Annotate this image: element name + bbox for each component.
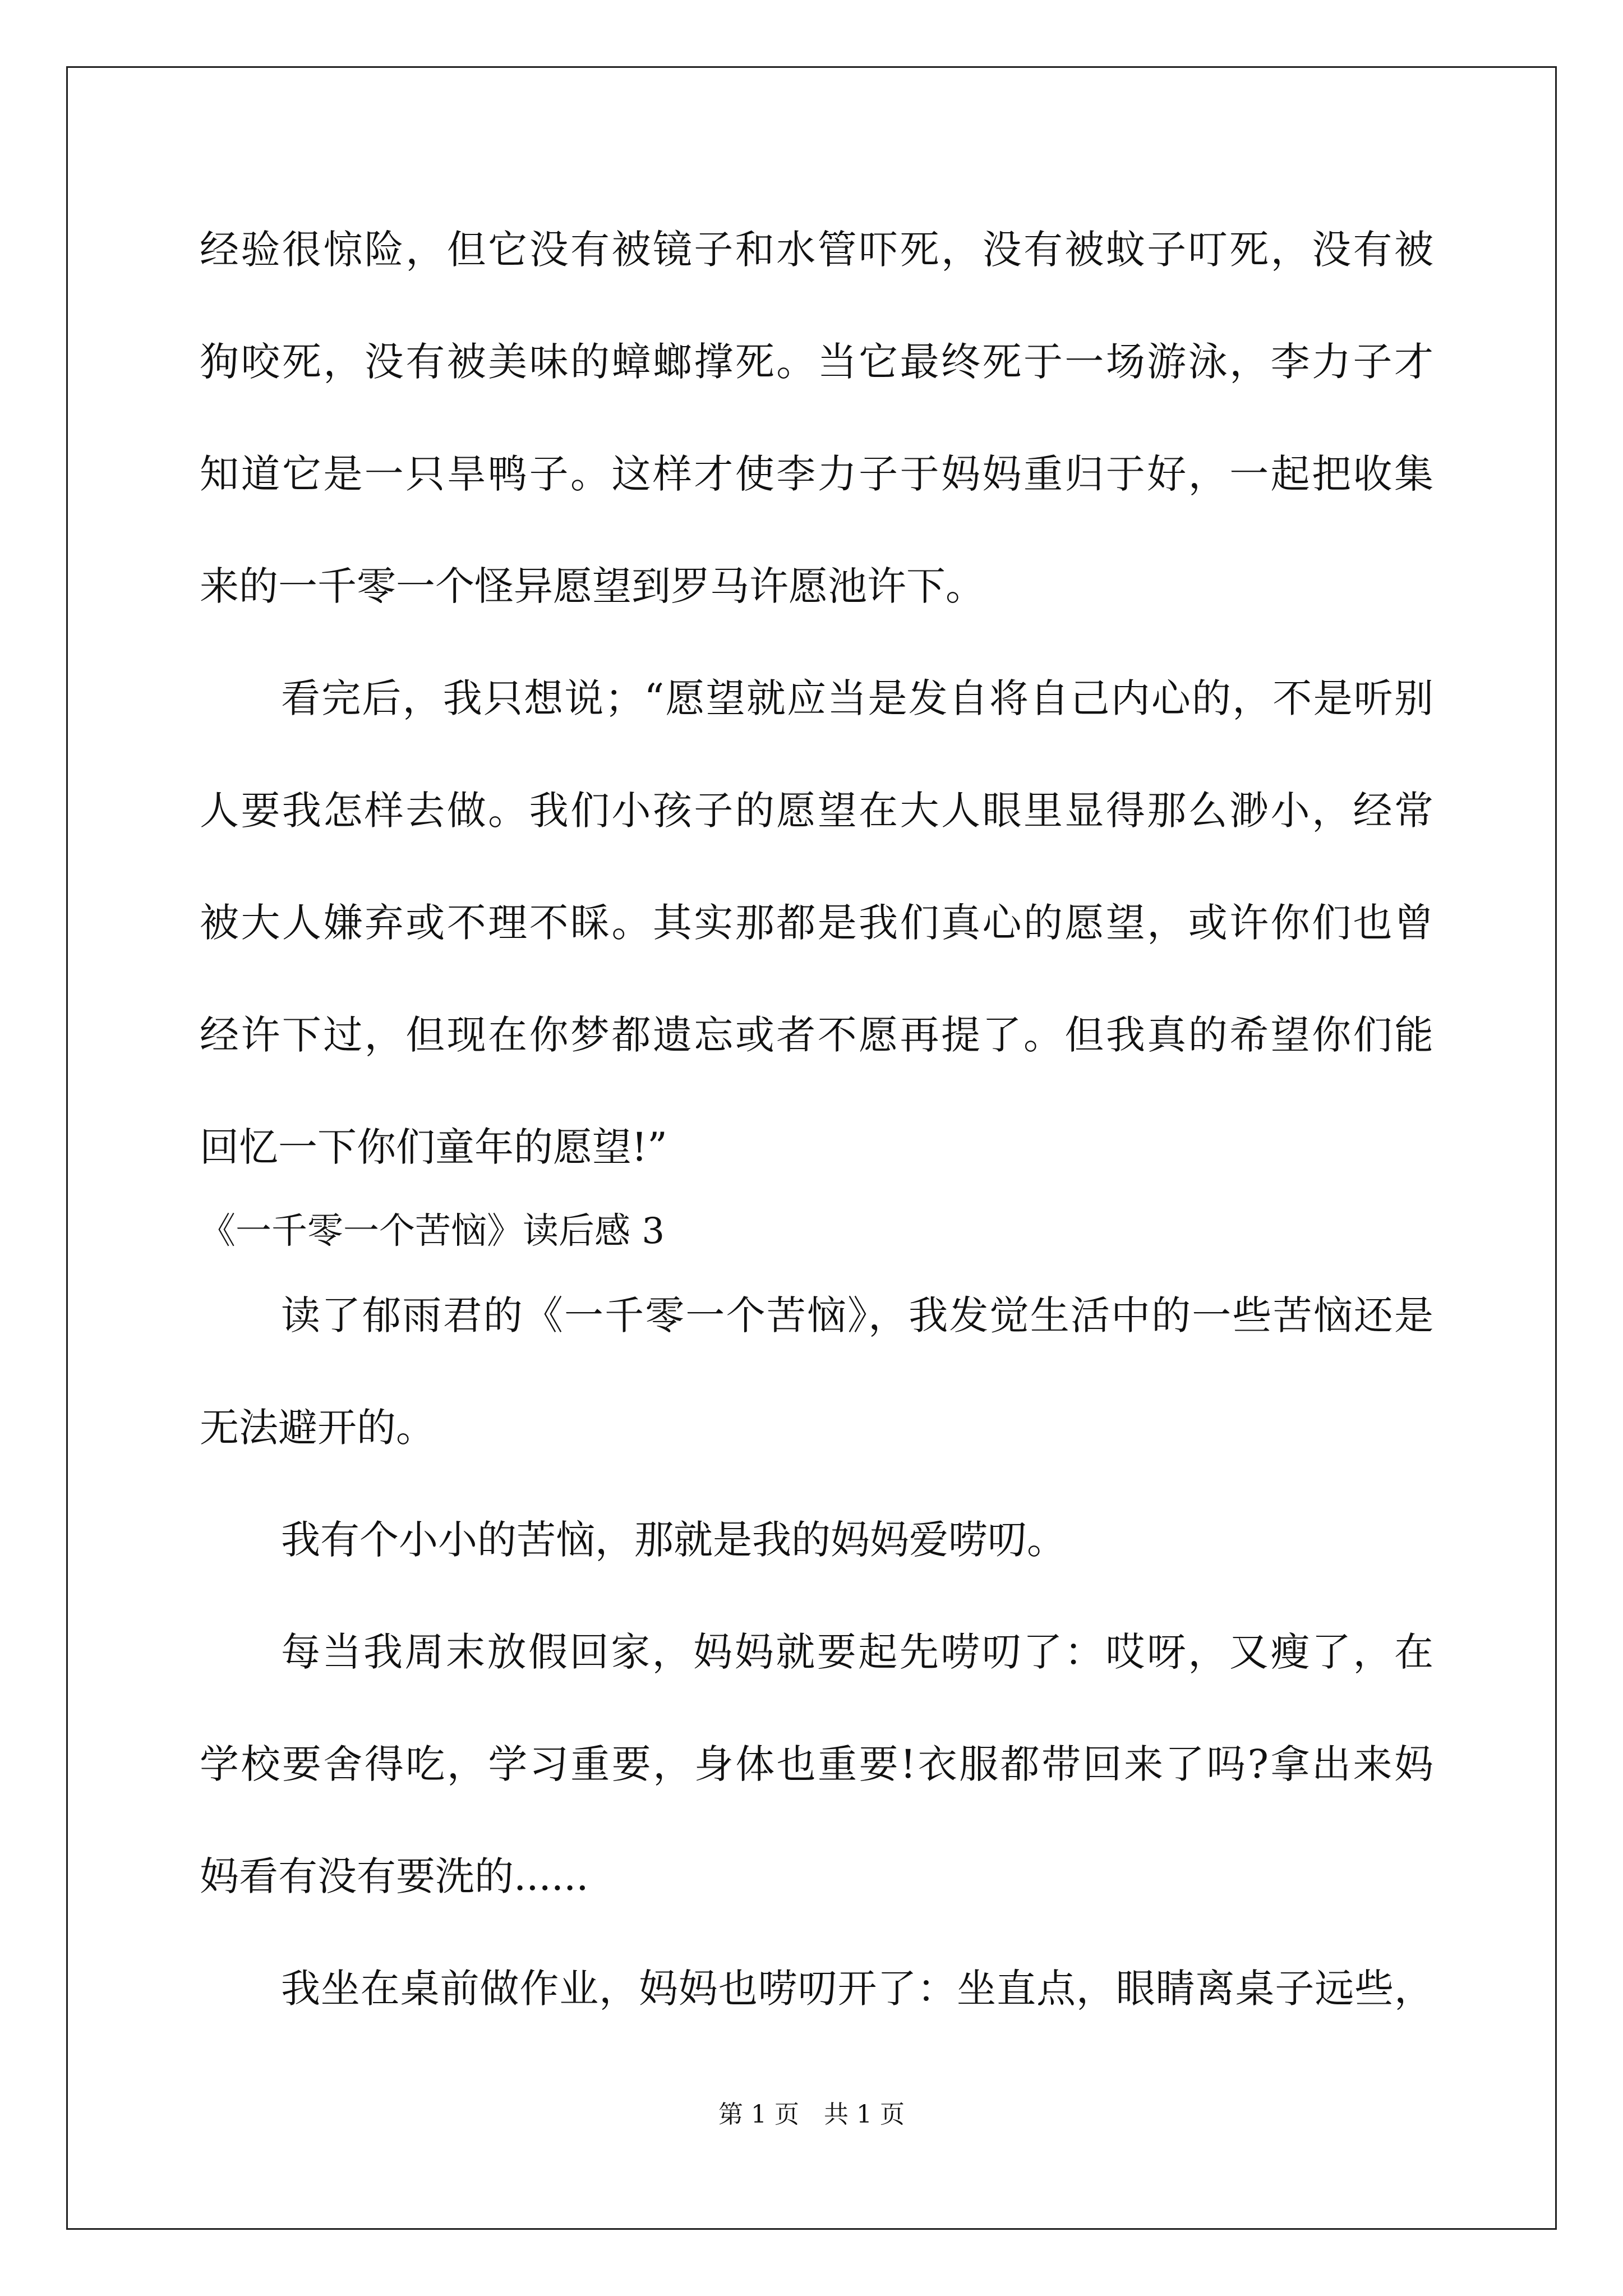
body-line: 被大人嫌弃或不理不睬。其实那都是我们真心的愿望，或许你们也曾 [200, 900, 1433, 946]
body-line: 每当我周末放假回家，妈妈就要起先唠叨了：哎呀，又瘦了，在 [281, 1629, 1433, 1675]
body-line: 回忆一下你们童年的愿望!” [200, 1124, 667, 1170]
body-line: 学校要舍得吃，学习重要，身体也重要!衣服都带回来了吗?拿出来妈 [200, 1741, 1433, 1787]
section-heading: 《一千零一个苦恼》读后感 3 [200, 1211, 665, 1252]
body-line: 来的一千零一个怪异愿望到罗马许愿池许下。 [200, 563, 985, 609]
body-line: 读了郁雨君的《一千零一个苦恼》，我发觉生活中的一些苦恼还是 [281, 1292, 1433, 1338]
page-footer: 第 1 页 共 1 页 [718, 2100, 905, 2129]
body-line: 妈看有没有要洗的...... [200, 1853, 589, 1899]
body-line: 狗咬死，没有被美味的蟑螂撑死。当它最终死于一场游泳，李力子才 [200, 339, 1433, 385]
body-line: 经验很惊险，但它没有被镜子和水管吓死，没有被蚊子叮死，没有被 [200, 227, 1433, 273]
body-line: 知道它是一只旱鸭子。这样才使李力子于妈妈重归于好，一起把收集 [200, 451, 1433, 497]
body-line: 经许下过，但现在你梦都遗忘或者不愿再提了。但我真的希望你们能 [200, 1012, 1433, 1058]
body-line: 无法避开的。 [200, 1405, 435, 1451]
body-line: 我坐在桌前做作业，妈妈也唠叨开了：坐直点，眼睛离桌子远些， [281, 1966, 1433, 2012]
body-line: 人要我怎样去做。我们小孩子的愿望在大人眼里显得那么渺小，经常 [200, 788, 1433, 834]
body-line: 我有个小小的苦恼，那就是我的妈妈爱唠叨。 [281, 1517, 1066, 1563]
body-line: 看完后，我只想说；“愿望就应当是发自将自己内心的，不是听别 [281, 675, 1433, 721]
